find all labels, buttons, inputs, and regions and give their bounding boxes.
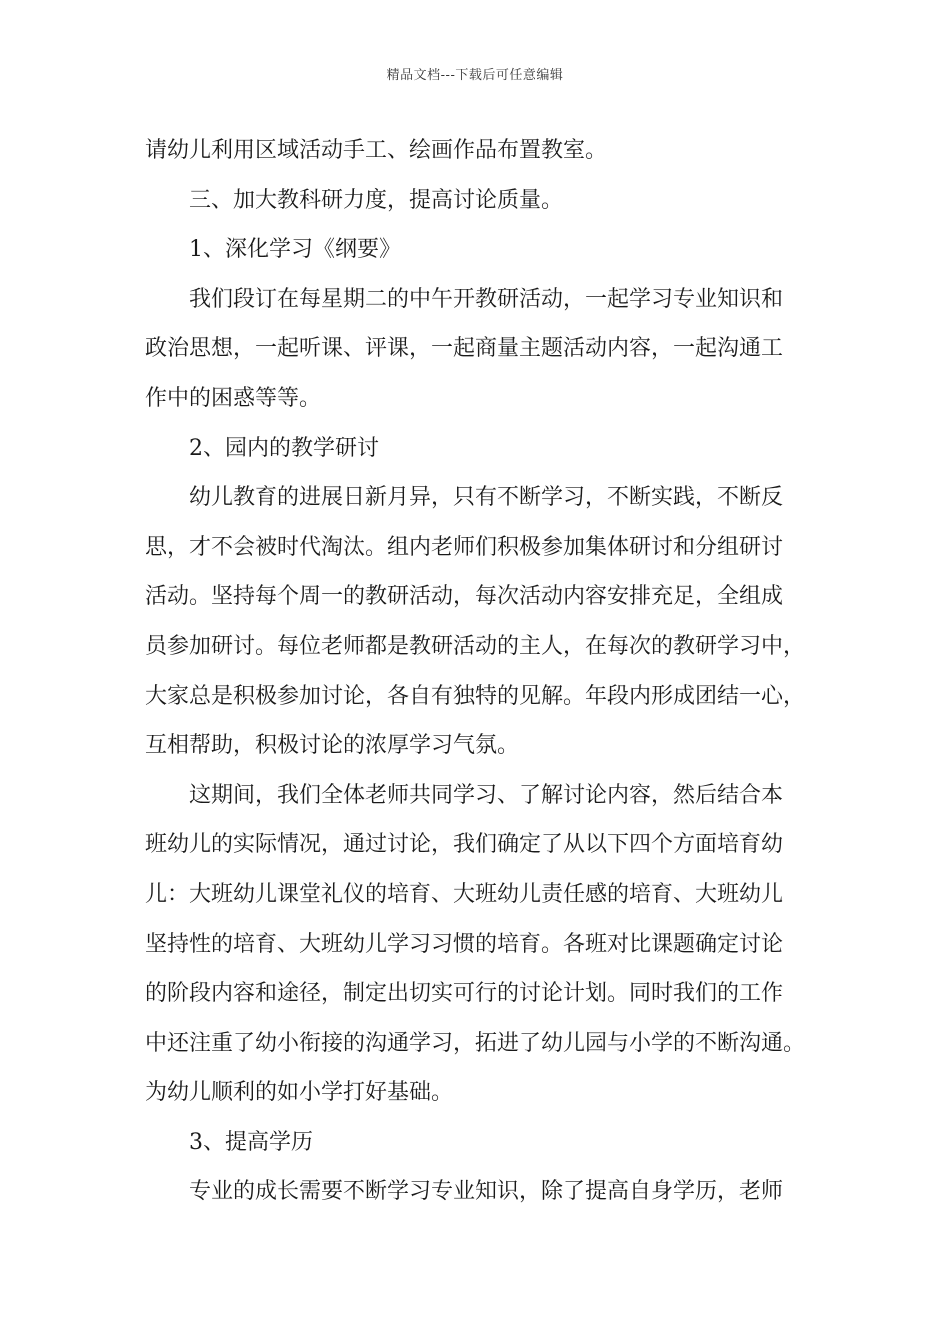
text-line: 幼儿教育的进展日新月异，只有不断学习，不断实践，不断反	[189, 485, 784, 511]
subsection-heading: 1、深化学习《纲要》	[189, 237, 401, 263]
text-line: 互相帮助，积极讨论的浓厚学习气氛。	[145, 733, 520, 759]
text-line: 专业的成长需要不断学习专业知识，除了提高自身学历，老师	[189, 1179, 784, 1205]
text-line: 活动。坚持每个周一的教研活动，每次活动内容安排充足，全组成	[145, 584, 784, 610]
text-line: 请幼儿利用区域活动手工、绘画作品布置教室。	[145, 138, 608, 163]
text-line: 我们段订在每星期二的中午开教研活动，一起学习专业知识和	[189, 286, 784, 312]
text-line: 员参加研讨。每位老师都是教研活动的主人，在每次的教研学习中，	[145, 633, 806, 659]
page-header: 精品文档---下载后可任意编辑	[386, 68, 564, 83]
section-heading: 三、加大教科研力度，提高讨论质量。	[189, 187, 564, 213]
document-body	[145, 126, 835, 1217]
subsection-heading: 2、园内的教学研讨	[189, 435, 379, 461]
text-line: 中还注重了幼小衔接的沟通学习，拓进了幼儿园与小学的不断沟通。	[145, 1030, 806, 1056]
text-line: 儿：大班幼儿课堂礼仪的培育、大班幼儿责任感的培育、大班幼儿	[145, 881, 784, 907]
subsection-heading: 3、提高学历	[189, 1129, 313, 1155]
text-line: 的阶段内容和途径，制定出切实可行的讨论计划。同时我们的工作	[145, 981, 784, 1007]
text-line: 这期间，我们全体老师共同学习、了解讨论内容，然后结合本	[189, 782, 784, 808]
text-line: 作中的困惑等等。	[145, 385, 322, 411]
text-line: 坚持性的培育、大班幼儿学习习惯的培育。各班对比课题确定讨论	[145, 931, 784, 957]
text-line: 班幼儿的实际情况，通过讨论，我们确定了从以下四个方面培育幼	[145, 832, 784, 858]
text-line: 为幼儿顺利的如小学打好基础。	[145, 1080, 454, 1106]
text-line: 思，才不会被时代淘汰。组内老师们积极参加集体研讨和分组研讨	[145, 534, 784, 560]
text-line: 政治思想，一起听课、评课，一起商量主题活动内容，一起沟通工	[145, 336, 784, 362]
text-line: 大家总是积极参加讨论，各自有独特的见解。年段内形成团结一心，	[145, 683, 806, 709]
